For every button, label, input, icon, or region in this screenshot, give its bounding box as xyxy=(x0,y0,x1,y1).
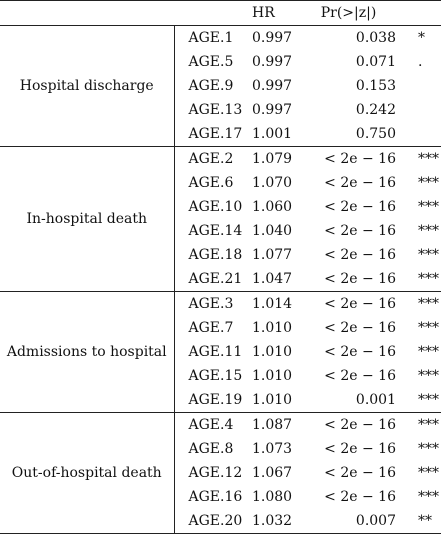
significance-code xyxy=(400,122,441,147)
significance-code: *** xyxy=(400,147,441,172)
variable-name: AGE.14 xyxy=(188,223,243,239)
significance-code: *** xyxy=(418,465,439,481)
p-value: < 2e − 16 xyxy=(324,175,396,191)
hazard-ratio: 1.079 xyxy=(246,147,301,172)
header-p-value: Pr(>|z|) xyxy=(301,1,400,26)
significance-code: *** xyxy=(418,344,439,360)
variable-name: AGE.6 xyxy=(188,175,234,191)
hazard-ratio: 1.080 xyxy=(252,489,293,505)
p-value: < 2e − 16 xyxy=(324,465,396,481)
p-value: < 2e − 16 xyxy=(324,441,396,457)
hazard-ratio: 1.040 xyxy=(252,223,293,239)
hazard-ratio: 1.067 xyxy=(252,465,293,481)
variable-name: AGE.17 xyxy=(188,126,243,142)
variable-name: AGE.11 xyxy=(188,344,243,360)
hazard-ratio: 1.073 xyxy=(252,441,293,457)
hazard-ratio: 1.001 xyxy=(252,126,293,142)
group-label: Hospital discharge xyxy=(0,26,174,147)
group-label: In-hospital death xyxy=(0,147,174,292)
hazard-ratio: 0.997 xyxy=(252,78,293,94)
variable-name: AGE.4 xyxy=(174,413,246,438)
variable-name: AGE.3 xyxy=(174,292,246,317)
significance-code xyxy=(400,98,441,122)
hazard-ratio: 1.032 xyxy=(246,509,301,534)
table-row xyxy=(0,26,441,51)
variable-name: AGE.10 xyxy=(188,199,243,215)
significance-code: ** xyxy=(400,509,441,534)
significance-code: . xyxy=(418,54,423,70)
significance-code xyxy=(400,74,441,98)
variable-name: AGE.8 xyxy=(188,441,234,457)
hazard-ratio: 1.060 xyxy=(252,199,293,215)
hazard-ratio: 1.070 xyxy=(252,175,293,191)
p-value: 0.242 xyxy=(355,102,396,118)
hazard-ratio: 1.047 xyxy=(252,271,293,287)
variable-name: AGE.15 xyxy=(188,368,243,384)
significance-code: *** xyxy=(418,320,439,336)
p-value: 0.750 xyxy=(355,126,396,142)
header-variable-blank xyxy=(174,1,246,26)
significance-code: *** xyxy=(418,223,439,239)
hazard-ratio: 1.010 xyxy=(252,392,293,408)
variable-name: AGE.12 xyxy=(188,465,243,481)
p-value: < 2e − 16 xyxy=(301,147,400,172)
header-row xyxy=(0,1,441,26)
p-value: 0.038 xyxy=(301,26,400,51)
variable-name: AGE.16 xyxy=(188,489,243,505)
significance-code: *** xyxy=(400,413,441,438)
hazard-ratio: 1.087 xyxy=(246,413,301,438)
table-row xyxy=(0,413,441,438)
table-row xyxy=(0,147,441,172)
variable-name: AGE.7 xyxy=(188,320,234,336)
significance-code: * xyxy=(400,26,441,51)
variable-name: AGE.9 xyxy=(188,78,234,94)
hazard-ratio: 0.997 xyxy=(252,54,293,70)
p-value: < 2e − 16 xyxy=(324,223,396,239)
hazard-ratio: 0.997 xyxy=(252,102,293,118)
p-value: 0.007 xyxy=(301,509,400,534)
hazard-ratio: 1.010 xyxy=(252,344,293,360)
variable-name: AGE.2 xyxy=(174,147,246,172)
p-value: < 2e − 16 xyxy=(324,247,396,263)
hazard-ratio: 1.010 xyxy=(252,320,293,336)
group-label: Admissions to hospital xyxy=(0,292,174,413)
p-value: < 2e − 16 xyxy=(324,271,396,287)
variable-name: AGE.1 xyxy=(174,26,246,51)
hazard-ratio: 1.010 xyxy=(252,368,293,384)
p-value: < 2e − 16 xyxy=(301,413,400,438)
header-hr: HR xyxy=(246,1,301,26)
p-value: 0.153 xyxy=(355,78,396,94)
p-value: < 2e − 16 xyxy=(324,320,396,336)
variable-name: AGE.20 xyxy=(174,509,246,534)
p-value: 0.001 xyxy=(355,392,396,408)
significance-code: *** xyxy=(418,489,439,505)
significance-code: *** xyxy=(418,441,439,457)
p-value: < 2e − 16 xyxy=(324,368,396,384)
table-body xyxy=(0,26,441,534)
significance-code: *** xyxy=(418,368,439,384)
significance-code: *** xyxy=(418,199,439,215)
significance-code: *** xyxy=(418,175,439,191)
variable-name: AGE.18 xyxy=(188,247,243,263)
table-row xyxy=(0,292,441,317)
p-value: < 2e − 16 xyxy=(324,489,396,505)
significance-code: *** xyxy=(418,247,439,263)
hazard-ratio: 1.014 xyxy=(246,292,301,317)
variable-name: AGE.21 xyxy=(188,271,243,287)
significance-code: *** xyxy=(400,292,441,317)
significance-code: *** xyxy=(418,271,439,287)
p-value: < 2e − 16 xyxy=(324,344,396,360)
group-label: Out-of-hospital death xyxy=(0,413,174,534)
header-signif-blank xyxy=(400,1,441,26)
variable-name: AGE.19 xyxy=(188,392,243,408)
p-value: 0.071 xyxy=(355,54,396,70)
hazard-ratio: 1.077 xyxy=(252,247,293,263)
hazard-ratio: 0.997 xyxy=(246,26,301,51)
variable-name: AGE.5 xyxy=(188,54,234,70)
variable-name: AGE.13 xyxy=(188,102,243,118)
significance-code: *** xyxy=(418,392,439,408)
p-value: < 2e − 16 xyxy=(301,292,400,317)
p-value: < 2e − 16 xyxy=(324,199,396,215)
header-group-blank xyxy=(0,1,174,26)
